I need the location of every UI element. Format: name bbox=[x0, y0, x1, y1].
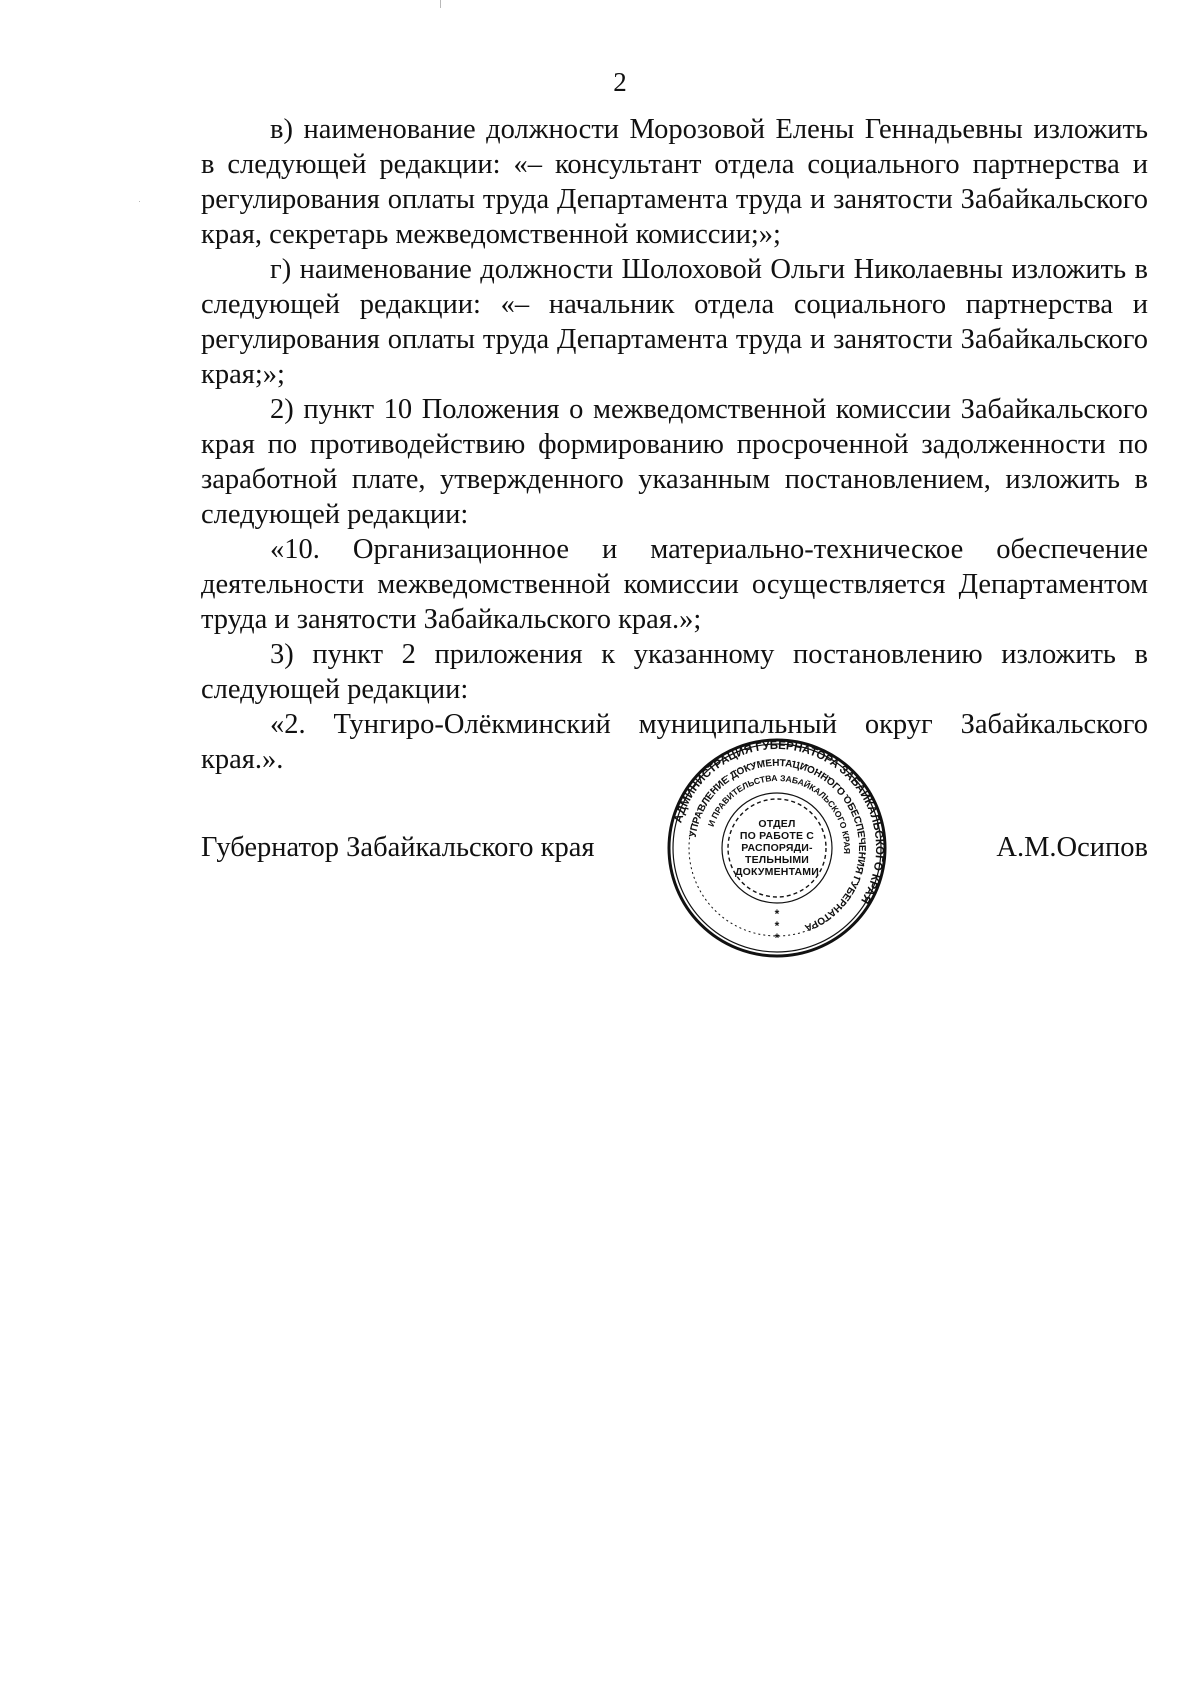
stamp-center-text bbox=[725, 806, 829, 890]
paragraph-2-quote: «2. Тунгиро-Олёкминский муниципальный округ Забайкальского края.». bbox=[201, 709, 1148, 775]
paragraph-v: в) наименование должности Морозовой Елены Геннадьевны изложить в следующей редакции: «– консультант отдела социального партнерства и регулирования оплаты труда Департамента труда и занятости Забайкальского края, секретарь межведомственной комиссии;»; bbox=[201, 114, 1148, 250]
stamp-middle-text: УПРАВЛЕНИЕ ДОКУМЕНТАЦИОННОГО ОБЕСПЕЧЕНИЯ ГУБЕРНАТОРА bbox=[687, 757, 868, 933]
scan-mark-top bbox=[440, 0, 441, 8]
paragraph-10: «10. Организационное и материально-техническое обеспечение деятельности межведомственной комиссии осуществляется Департаментом труда и занятости Забайкальского края.»; bbox=[201, 534, 1148, 635]
signer-name: А.М.Осипов bbox=[996, 832, 1148, 863]
scan-mark-left bbox=[139, 201, 140, 202]
document-body bbox=[201, 112, 1148, 777]
stamp-star-icon: * bbox=[774, 931, 780, 945]
official-stamp bbox=[665, 736, 889, 960]
stamp-star-icon: * bbox=[774, 907, 780, 921]
paragraph-3: 3) пункт 2 приложения к указанному постановлению изложить в следующей редакции: bbox=[201, 639, 1148, 705]
stamp-inner-text: И ПРАВИТЕЛЬСТВА ЗАБАЙКАЛЬСКОГО КРАЯ bbox=[705, 772, 853, 855]
paragraph-2: 2) пункт 10 Положения о межведомственной комиссии Забайкальского края по противодействию формированию просроченной задолженности по заработной плате, утвержденного указанным постановлением, изложить в следующей редакции: bbox=[201, 394, 1148, 530]
paragraph-g: г) наименование должности Шолоховой Ольги Николаевны изложить в следующей редакции: «– начальник отдела социального партнерства и регулирования оплаты труда Департамента труда и занятости Забайкальского края;»; bbox=[201, 254, 1148, 390]
stamp-star-icon: * bbox=[774, 919, 780, 933]
page-number: 2 bbox=[613, 67, 627, 97]
stamp-center-line: ДОКУМЕНТАМИ bbox=[734, 866, 819, 878]
stamp-center-line: РАСПОРЯДИ- bbox=[741, 842, 813, 854]
stamp-center-line: ПО РАБОТЕ С bbox=[739, 830, 815, 842]
stamp-center-line: ТЕЛЬНЫМИ bbox=[744, 854, 810, 866]
signer-position: Губернатор Забайкальского края bbox=[201, 832, 595, 863]
stamp-outer-text: АДМИНИСТРАЦИЯ ГУБЕРНАТОРА ЗАБАЙКАЛЬСКОГО КРАЯ bbox=[672, 739, 886, 906]
stamp-center-line: ОТДЕЛ bbox=[758, 818, 796, 830]
